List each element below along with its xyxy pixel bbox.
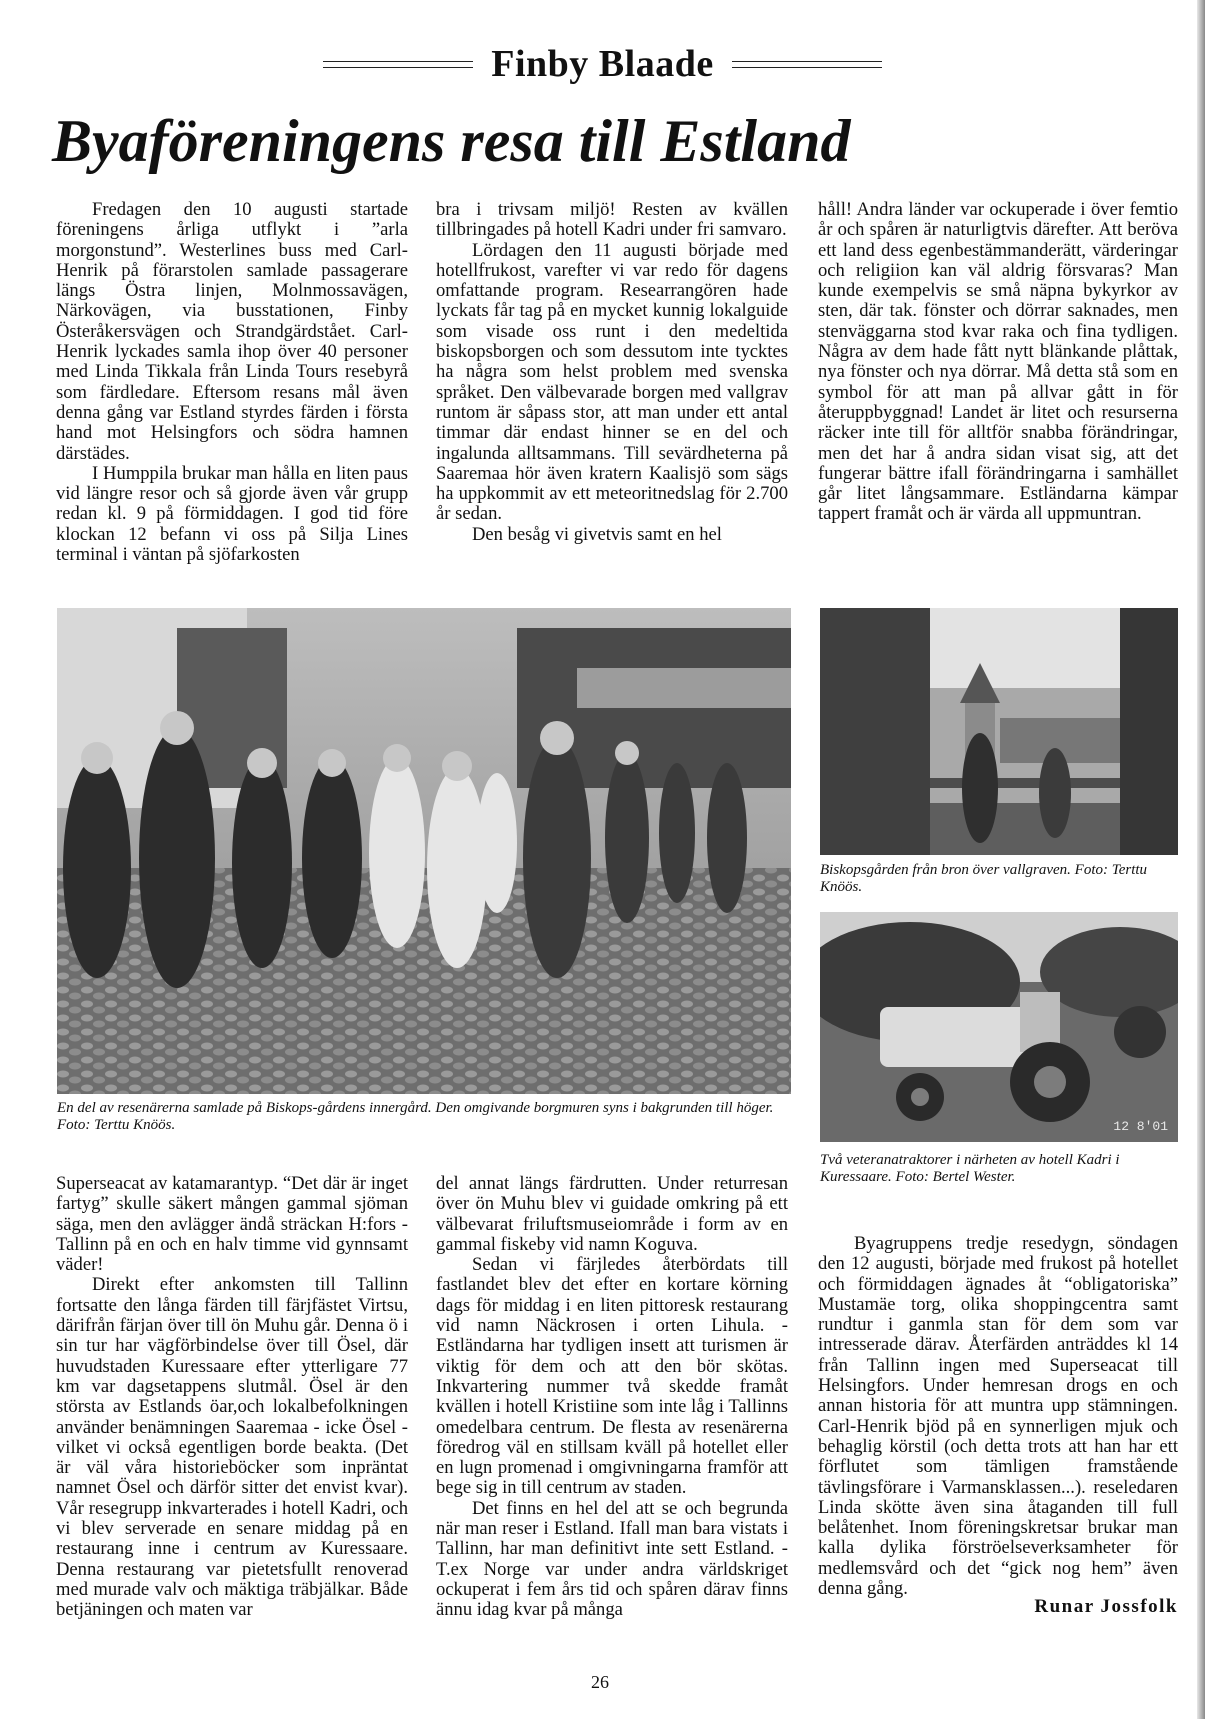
article-column-3 [818, 200, 1178, 525]
article-column-2 [436, 200, 788, 545]
author-signature: Runar Jossfolk [1034, 1596, 1178, 1617]
article-column-4 [56, 1174, 408, 1621]
masthead-rule-left [323, 61, 473, 68]
paragraph: Den besåg vi givetvis samt en hel [472, 523, 722, 545]
tractor-photo-caption: Två veteranatraktorer i närheten av hotell Kadri i Kuressaare. Foto: Bertel Wester. [820, 1152, 1120, 1185]
tractor-photo-image [820, 912, 1178, 1142]
paragraph: Fredagen den 10 augusti startade föreningens årliga utflykt i ”arla morgonstund”. Westerlines buss med Carl-Henrik på förarstolen samlade passagerare längs Östra linjen, Molnmossavägen, Närkovägen, via busstationen, Finby Österåkersvägen och Strandgärdstået. Carl-Henrik lyckades samla ihop över 40 personer med Linda Tikkala från Linda Tours resebyrå som färdledare. Eftersom resans mål även denna gång var Estland styrdes färden i första hand mot Helsingfors och södra hamnen därstädes. [56, 199, 408, 464]
article-column-6 [818, 1234, 1178, 1599]
paragraph: Det finns en hel del att se och begrunda när man reser i Estland. Ifall man bara vistats i Tallinn, har man definitivt inte sett Estland. - T.ex Norge var under andra världskriget ockuperat i fem års tid och spåren därav finns ännu idag kvar på många [436, 1497, 788, 1621]
masthead-rule-right [732, 61, 882, 68]
scan-edge [1197, 0, 1205, 1719]
paragraph: bra i trivsam miljö! Resten av kvällen tillbringades på hotell Kadri under fri samvaro. [436, 199, 788, 241]
paragraph: I Humppila brukar man hålla en liten paus vid längre resor och så gjorde även vår grupp redan kl. 9 på förmiddagen. I god tid före klockan 12 befann vi oss på Silja Lines terminal i väntan på sjöfarkosten [56, 462, 408, 566]
paragraph: Lördagen den 11 augusti började med hotellfrukost, varefter vi var redo för dagens omfattande program. Researrangören hade lyckats får tag på en mycket kunnig lokalguide som visade oss runt i den medeltida biskopsborgen och som dessutom inte tycktes ha några som helst problem med svenska språket. Den välbevarade borgen med vallgrav runtom är såpass stor, att man under ett antal timmar där endast hinner se en del och ingalunda alltsammans. Till sevärdheterna på Saaremaa hör även kratern Kaalisjö som sägs ha uppkommit av ett meteoritnedslag för 2.700 år sedan. [436, 239, 788, 525]
paragraph: Superseacat av katamarantyp. “Det där är inget fartyg” skulle säkert mången gammal sjöman säga, men den avlägger ändå sträckan H:fors - Tallinn på en och en halv timme vid gynnsamt väder! [56, 1173, 408, 1276]
castle-photo-caption: Biskopsgården från bron över vallgraven. Foto: Terttu Knöös. [820, 862, 1148, 895]
group-photo-caption: En del av resenärerna samlade på Biskops-gårdens innergård. Den omgivande borgmuren syns i bakgrunden till höger. Foto: Terttu Knöös. [57, 1100, 774, 1133]
photo-date-stamp: 12 8'01 [1113, 1119, 1168, 1134]
tractor-photo [820, 912, 1178, 1142]
castle-photo-image [820, 608, 1178, 855]
paragraph: håll! Andra länder var ockuperade i över femtio år och spåren är naturligtvis därefter. Att beröva ett land dess egenbestämmanderätt, värderingar och religiion kan väl aldrig försvaras? Man kunde exempelvis se små näpna bykyrkor av sten, där tak. fönster och dörrar saknades, men stenväggarna stod kvar raka och fina tydligen. Några av dem hade fått nytt blänkande plåttak, nya fönster och nya dörrar. Må detta stå som en symbol för att man på allvar gått in för återuppbyggnad! Landet är litet och resurserna räcker inte till för alltför snabba förändringar, men det har å andra sidan visat sig, att det fungerar bättre ifall förändringarna i samhället går litet långsammare. Estländarna kämpar tappert framåt och är värda all uppmuntran. [818, 199, 1178, 525]
group-photo-image [57, 608, 791, 1094]
paragraph: Direkt efter ankomsten till Tallinn fortsatte den långa färden till färjfästet Virtsu, därifrån färjan över till ön Muhu går. Denna ö i sin tur har vägförbindelse över till Ösel, där huvudstaden Kuressaare efter ytterligare 77 km var dagsetappens slutmål. Ösel är den största av Estlands öar,och lokalbefolkningen använder benämningen Saaremaa - icke Ösel - vilket vi också egentligen borde beakta. (Det är väl våra historieböcker som inpräntat namnet Ösel och därför sitter det envist kvar). Vår resegrupp inkvarterades i hotell Kadri, och vi blev serverade en senare middag på en restaurang inne i centrum av Kuressaare. Denna restaurang var pietetsfullt renoverad med murade valv och mäktiga träbjälkar. Både betjäningen och maten var [56, 1274, 408, 1621]
article-column-5 [436, 1174, 788, 1621]
castle-photo [820, 608, 1178, 855]
paragraph: Byagruppens tredje resedygn, söndagen den 12 augusti, började med frukost på hotellet och förmiddagen ägnades åt “obligatoriska” Mustamäe torg, olika shoppingcentra samt rundtur i ganmla stan för dem som var intresserade därav. Återfärden anträddes kl 14 från Tallinn ingen med Superseacat till Helsingfors. Under hemresan drogs en och annan historia för att muntra upp stämningen. Carl-Henrik bjöd på en synnerligen mjuk och behaglig körstil (och detta trots att han har ett förflutet som tämligen framstående tävlingsförare i Varmansklassen...). reseledaren Linda skötte även sina åtaganden till full belåtenhet. Inom föreningskretsar brukar man kalla dylika förströelseverksamheter för medlemsvård och det “gick nog hem” även denna gång. [818, 1233, 1178, 1600]
article-column-1 [56, 200, 408, 565]
page-number: 26 [591, 1672, 609, 1692]
masthead [0, 42, 1205, 86]
masthead-title: Finby Blaade [491, 43, 714, 85]
paragraph: del annat längs färdrutten. Under returresan över ön Muhu blev vi guidade omkring på ett välbevarat friluftsmuseiområde i form av en gammal fiskeby vid namn Koguva. [436, 1173, 788, 1255]
headline: Byaföreningens resa till Estland [52, 108, 851, 174]
paragraph: Sedan vi färjledes återbördats till fastlandet blev det efter en kortare körning dags för middag i en liten pittoresk restaurang vid namn Näckrosen i orten Lihula. - Estländarna har tydligen insett att turismen är viktig för dem och att den bör skötas. Inkvartering nummer två skedde framåt kvällen i hotell Kristiine som inte låg i Tallinns omedelbara centrum. De flesta av resenärerna föredrog väl en stillsam kväll på hotellet eller en lugn promenad i omgivningarna framför att bege sig in till centrum av staden. [436, 1254, 788, 1499]
group-photo [57, 608, 791, 1094]
